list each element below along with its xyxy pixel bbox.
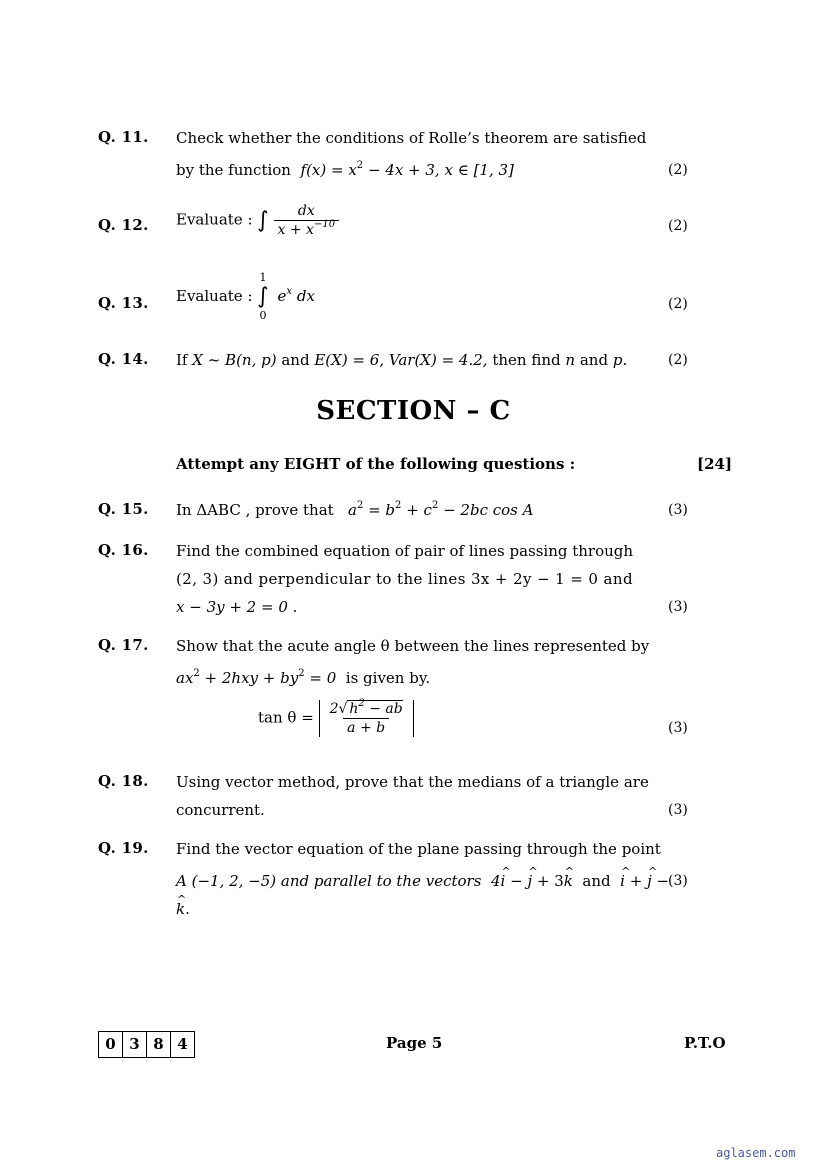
absolute-value (319, 700, 414, 737)
code-digit: 4 (177, 1035, 188, 1053)
code-digit: 3 (123, 1032, 147, 1057)
math-expression: − ab (364, 701, 403, 717)
text: and (281, 351, 310, 369)
math-expression: − 2bc cos A (438, 501, 534, 519)
numerator: dx (297, 203, 315, 219)
denominator (274, 220, 340, 239)
math-expression: + c (401, 501, 432, 519)
question-text (176, 202, 676, 239)
math-expression: p. (612, 351, 628, 369)
question-text (176, 346, 676, 374)
math-expression: dx (296, 287, 315, 305)
math-expression: = 0 (304, 669, 337, 687)
watermark: aglasem.com (716, 1146, 796, 1160)
question-line: concurrent. (176, 801, 265, 819)
question-line (176, 664, 676, 692)
question-number: Q. 17. (98, 636, 149, 654)
fraction (274, 202, 340, 239)
math-expression: n (565, 351, 576, 369)
question-line: Check whether the conditions of Rolle’s theorem are satisfied (176, 129, 647, 147)
unit-vector: ^ i (620, 867, 625, 895)
code-digit: 8 (147, 1032, 171, 1057)
exponent: 2 (356, 160, 364, 171)
question-text (176, 124, 676, 184)
exponent: 2 (431, 500, 439, 511)
math-expression: f(x) = x (300, 161, 357, 179)
marks: (2) (668, 218, 688, 234)
section-total-marks: [24] (697, 455, 733, 473)
unit-vector: ^ j (647, 867, 652, 895)
question-text (176, 496, 676, 524)
question-line: x − 3y + 2 = 0 . (176, 598, 298, 616)
math-expression: . (185, 900, 190, 918)
exponent: x (286, 286, 293, 297)
question-text (176, 632, 676, 737)
text: by the function (176, 161, 291, 179)
math-expression: h (349, 701, 359, 717)
math-expression: a (348, 501, 357, 519)
tan-formula (176, 700, 676, 737)
question-line: Find the vector equation of the plane passing through the point (176, 840, 661, 858)
math-expression: + 2hxy + by (199, 669, 299, 687)
math-expression: + 3 (532, 872, 564, 890)
question-text (176, 272, 676, 322)
denominator: a + b (343, 718, 389, 737)
question-line: Show that the acute angle θ between the lines represented by (176, 637, 650, 655)
math-expression: 4 (490, 872, 501, 890)
unit-vector: ^ j (527, 867, 532, 895)
question-number: Q. 16. (98, 541, 149, 559)
question-text (176, 835, 676, 923)
integral-icon: ∫ (257, 284, 269, 309)
marks: (3) (668, 802, 688, 818)
text: In ΔABC , prove that (176, 501, 334, 519)
question-line: Find the combined equation of pair of lines passing through (176, 542, 634, 560)
text: Evaluate : (176, 210, 253, 229)
question-number: Q. 13. (98, 294, 149, 312)
question-line (176, 156, 676, 184)
page-number: Page 5 (386, 1034, 443, 1052)
unit-vector: ^ k (564, 867, 573, 895)
marks: (2) (668, 296, 688, 312)
exponent: 2 (193, 668, 200, 679)
paper-code-box (98, 1031, 195, 1058)
unit-vector: ^ i (501, 867, 506, 895)
exponent: 2 (395, 500, 402, 511)
math-expression: 2√ (329, 701, 348, 717)
math-expression: ax (176, 669, 194, 687)
integral-limits (257, 272, 268, 322)
math-expression: tan θ = (258, 708, 314, 727)
math-expression: + (624, 872, 648, 890)
marks: (2) (668, 162, 688, 178)
marks: (3) (668, 720, 688, 736)
question-line (176, 867, 676, 923)
text: and (582, 872, 611, 890)
math-expression: E(X) = 6, Var(X) = 4.2, (314, 351, 488, 369)
text: and (579, 351, 609, 369)
text: then find (492, 351, 561, 369)
numerator (326, 700, 407, 718)
exponent: 2 (358, 698, 365, 709)
marks: (3) (668, 873, 688, 889)
question-text (176, 537, 676, 621)
math-expression: − (505, 872, 528, 890)
section-title: SECTION – C (316, 396, 511, 426)
math-expression: x + x (277, 222, 314, 238)
unit-vector: ^ k (176, 895, 185, 923)
lower-limit: 0 (259, 309, 267, 322)
upper-limit: 1 (259, 271, 267, 284)
math-expression: − 4x + 3, x ∈ [1, 3] (363, 161, 514, 179)
math-expression: X ~ B(n, p) (192, 351, 277, 369)
fraction (326, 700, 407, 737)
pto-label: P.T.O (684, 1034, 726, 1052)
code-digit: 0 (99, 1032, 123, 1057)
question-number: Q. 11. (98, 128, 149, 146)
marks: (2) (668, 352, 688, 368)
marks: (3) (668, 502, 688, 518)
math-expression: A (−1, 2, −5) and parallel to the vectors (176, 872, 482, 890)
text: is given by. (345, 669, 431, 687)
text: Evaluate : (176, 287, 253, 305)
math-expression: e (277, 287, 287, 305)
question-number: Q. 14. (98, 350, 149, 368)
section-instruction: Attempt any EIGHT of the following questions : (176, 455, 576, 473)
math-expression: = b (363, 501, 396, 519)
exponent: −10 (313, 219, 336, 230)
exponent: 2 (298, 668, 305, 679)
question-line: (2, 3) and perpendicular to the lines 3x + 2y − 1 = 0 and (176, 570, 633, 588)
question-number: Q. 19. (98, 839, 149, 857)
integral-icon: ∫ (257, 208, 269, 233)
question-text (176, 768, 676, 824)
marks: (3) (668, 599, 688, 615)
question-number: Q. 12. (98, 216, 149, 234)
math-expression: − (651, 872, 670, 890)
question-number: Q. 18. (98, 772, 149, 790)
question-number: Q. 15. (98, 500, 149, 518)
text: If (176, 351, 188, 369)
question-line: Using vector method, prove that the medians of a triangle are (176, 773, 649, 791)
exponent: 2 (356, 500, 364, 511)
